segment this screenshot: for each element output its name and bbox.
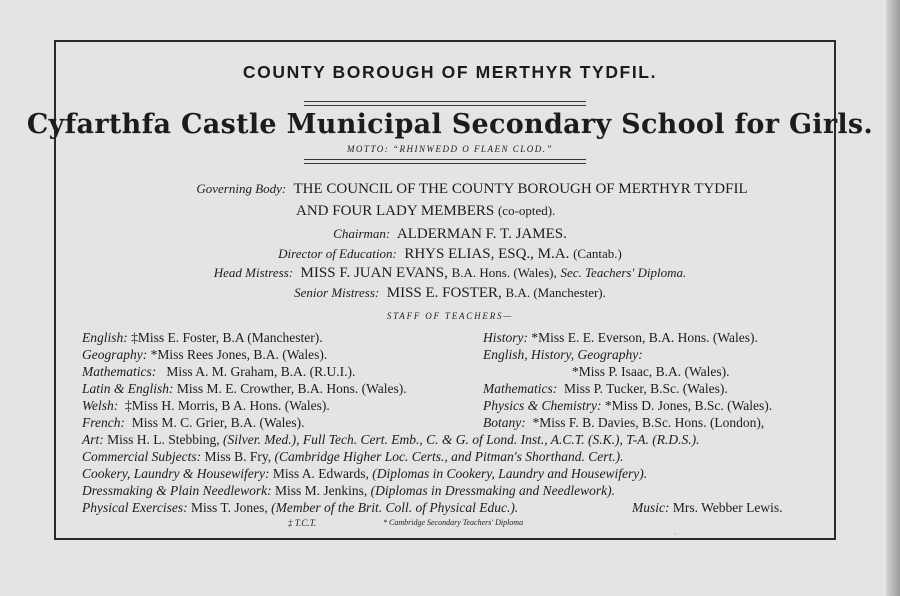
staff-full-row <box>82 500 518 516</box>
subject-label: French: <box>82 415 125 430</box>
teacher-name: *Miss D. Jones, B.Sc. (Wales). <box>604 398 773 413</box>
teacher-name: Miss B. Fry, <box>204 449 272 464</box>
staff-left-row <box>82 398 330 414</box>
teacher-qualifications: (Diplomas in Cookery, Laundry and Housewifery). <box>372 466 648 481</box>
teacher-name: Miss M. C. Grier, B.A. (Wales). <box>131 415 305 430</box>
chairman-line <box>0 226 900 243</box>
senior-mistress-value: MISS E. FOSTER, <box>386 285 502 301</box>
subject-label: Dressmaking & Plain Needlework: <box>82 483 272 498</box>
subject-label: English, History, Geography: <box>483 347 643 362</box>
senior-mistress-line <box>0 285 900 302</box>
head-mistress-note: Sec. Teachers' Diploma. <box>560 265 687 280</box>
title-rule-top <box>304 101 586 106</box>
subject-label: Mathematics: <box>82 364 157 379</box>
head-mistress-quals: B.A. Hons. (Wales), <box>451 265 557 280</box>
subject-label: Music: <box>632 500 670 515</box>
teacher-name: ‡Miss H. Morris, B A. Hons. (Wales). <box>125 398 330 413</box>
subject-label: Physics & Chemistry: <box>483 398 602 413</box>
head-mistress-line <box>0 265 900 282</box>
staff-left-row <box>82 381 407 397</box>
subject-label: History: <box>483 330 528 345</box>
staff-full-row <box>82 449 624 465</box>
governing-body-label: Governing Body: <box>196 181 287 196</box>
head-mistress-value: MISS F. JUAN EVANS, <box>300 265 448 281</box>
governing-body-note: (co-opted). <box>497 203 556 218</box>
county-heading: COUNTY BOROUGH OF MERTHYR TYDFIL. <box>242 62 658 82</box>
staff-left-row <box>82 364 355 380</box>
teacher-name: ‡Miss E. Foster, B.A (Manchester). <box>131 330 323 345</box>
teacher-name: Mrs. Webber Lewis. <box>672 500 783 515</box>
director-value: RHYS ELIAS, ESQ., M.A. <box>404 246 570 262</box>
teacher-qualifications: (Silver. Med.), Full Tech. Cert. Emb., C. & G. of Lond. Inst., A.C.T. (S.K.), T-A. (R.D.S.). <box>223 432 700 447</box>
staff-full-row <box>82 466 647 482</box>
senior-mistress-label: Senior Mistress: <box>294 285 380 300</box>
music-row <box>632 500 783 516</box>
governing-body-value-2: AND FOUR LADY MEMBERS <box>296 203 495 219</box>
staff-full-row <box>82 432 700 448</box>
subject-label: Physical Exercises: <box>82 500 188 515</box>
teacher-name: Miss T. Jones, <box>190 500 268 515</box>
staff-right-row <box>483 415 764 431</box>
teacher-name: Miss M. Jenkins, <box>274 483 368 498</box>
staff-heading: STAFF OF TEACHERS— <box>386 311 514 321</box>
staff-full-row <box>82 483 615 499</box>
staff-left-row <box>82 415 304 431</box>
subject-label: Cookery, Laundry & Housewifery: <box>82 466 270 481</box>
scan-mark: · <box>674 530 677 539</box>
teacher-name: *Miss F. B. Davies, B.Sc. Hons. (London), <box>532 415 765 430</box>
staff-right-row <box>483 398 772 414</box>
staff-right-row <box>483 347 643 363</box>
teacher-qualifications: (Member of the Brit. Coll. of Physical Educ.). <box>271 500 519 515</box>
teacher-name: *Miss P. Isaac, B.A. (Wales). <box>572 364 730 379</box>
school-motto: MOTTO: “RHINWEDD O FLAEN CLOD.” <box>346 144 554 154</box>
subject-label: Commercial Subjects: <box>82 449 202 464</box>
teacher-name: Miss H. L. Stebbing, <box>107 432 220 447</box>
staff-right-row <box>483 330 758 346</box>
subject-label: Botany: <box>483 415 526 430</box>
governing-body-value: THE COUNCIL OF THE COUNTY BOROUGH OF MERTHYR TYDFIL <box>293 181 748 197</box>
subject-label: Geography: <box>82 347 148 362</box>
director-line <box>0 246 900 263</box>
governing-body-line-2 <box>154 203 900 220</box>
teacher-name: *Miss E. E. Everson, B.A. Hons. (Wales). <box>531 330 758 345</box>
director-label: Director of Education: <box>278 246 397 261</box>
staff-right-row <box>572 364 730 380</box>
subject-label: Latin & English: <box>82 381 174 396</box>
chairman-value: ALDERMAN F. T. JAMES. <box>396 226 567 242</box>
teacher-name: *Miss Rees Jones, B.A. (Wales). <box>150 347 328 362</box>
teacher-qualifications: (Diplomas in Dressmaking and Needlework). <box>370 483 615 498</box>
teacher-name: Miss A. Edwards, <box>272 466 369 481</box>
staff-left-row <box>82 330 323 346</box>
footnote-tct: ‡ T.C.T. <box>288 518 317 528</box>
footnote-cambridge: * Cambridge Secondary Teachers' Diploma <box>383 518 524 527</box>
staff-left-row <box>82 347 327 363</box>
subject-label: English: <box>82 330 128 345</box>
governing-body-line <box>0 181 900 198</box>
director-note: (Cantab.) <box>573 246 622 261</box>
school-title: Cyfarthfa Castle Municipal Secondary School for Girls. <box>26 109 874 140</box>
teacher-qualifications: (Cambridge Higher Loc. Certs., and Pitman's Shorthand. Cert.). <box>274 449 624 464</box>
teacher-name: Miss P. Tucker, B.Sc. (Wales). <box>563 381 728 396</box>
subject-label: Welsh: <box>82 398 119 413</box>
subject-label: Art: <box>82 432 104 447</box>
teacher-name: Miss M. E. Crowther, B.A. Hons. (Wales). <box>176 381 407 396</box>
senior-mistress-note: B.A. (Manchester). <box>505 285 606 300</box>
chairman-label: Chairman: <box>333 226 391 241</box>
staff-right-row <box>483 381 728 397</box>
head-mistress-label: Head Mistress: <box>213 265 294 280</box>
title-rule-bottom <box>304 159 586 164</box>
teacher-name: Miss A. M. Graham, B.A. (R.U.I.). <box>166 364 356 379</box>
subject-label: Mathematics: <box>483 381 558 396</box>
